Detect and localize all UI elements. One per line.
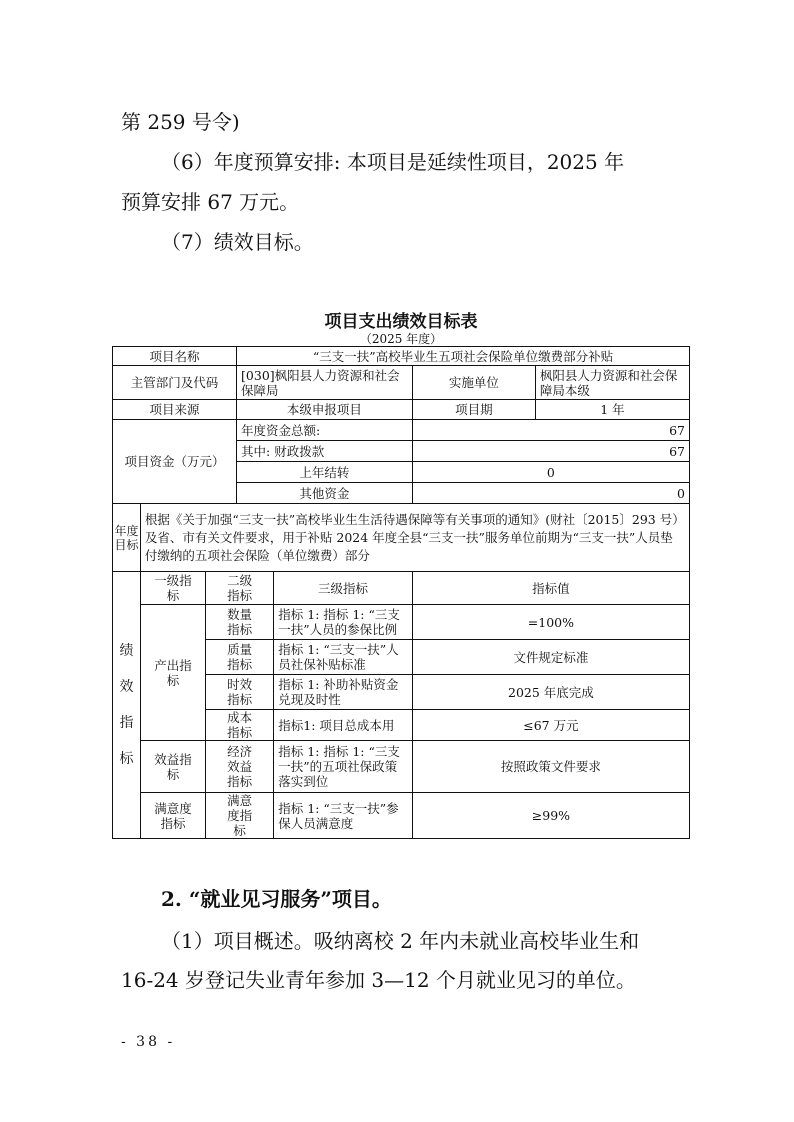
section-heading: 2. “就业见习服务”项目。 xyxy=(161,887,392,911)
level3-indicator: 指标 1: 指标 1: “三支一扶”的五项社保政策落实到位 xyxy=(274,741,413,793)
fund-row-value: 67 xyxy=(412,441,689,462)
paragraph-line: 第 259 号令) xyxy=(121,110,240,134)
annual-goal-text: 根据《关于加强“三支一扶”高校毕业生生活待遇保障等有关事项的通知》(财社〔2015〕293 号）及省、市有关文件要求，用于补贴 2024 年度全县“三支一扶”服务单位前期为“三支一扶”人员垫付缴纳的五项社会保险（单位缴费）部分 xyxy=(140,504,689,572)
indicator-value: ≤67 万元 xyxy=(412,710,689,741)
perf-indicator-label: 绩效指标 xyxy=(113,572,141,839)
fund-row-label: 其中: 财政拨款 xyxy=(237,441,413,462)
source-label: 项目来源 xyxy=(113,400,237,420)
fund-row-label: 年度资金总额: xyxy=(237,420,413,441)
page-number: - 38 - xyxy=(121,1034,176,1050)
fund-row-value: 0 xyxy=(412,483,689,504)
paragraph-line: （7）绩效目标。 xyxy=(161,230,314,254)
table-subtitle: （2025 年度） xyxy=(359,332,443,346)
header-level2: 二级指标 xyxy=(206,572,274,605)
level3-indicator: 指标1: 项目总成本用 xyxy=(274,710,413,741)
level2-indicator: 成本指标 xyxy=(206,710,274,741)
fund-row-label: 其他资金 xyxy=(237,483,413,504)
paragraph-line: 预算安排 67 万元。 xyxy=(121,190,300,214)
header-level3: 三级指标 xyxy=(274,572,413,605)
header-level1: 一级指标 xyxy=(140,572,205,605)
funds-label: 项目资金（万元） xyxy=(113,420,237,504)
annual-goal-label: 年度目标 xyxy=(113,504,141,572)
fund-row-label: 上年结转 xyxy=(237,462,413,483)
level2-indicator: 经济效益指标 xyxy=(206,741,274,793)
impl-unit-value: 枫阳县人力资源和社会保障局本级 xyxy=(535,366,689,400)
level2-indicator: 质量指标 xyxy=(206,640,274,675)
dept-label: 主管部门及代码 xyxy=(113,366,237,400)
source-value: 本级申报项目 xyxy=(237,400,413,420)
impl-unit-label: 实施单位 xyxy=(412,366,535,400)
project-name-label: 项目名称 xyxy=(113,347,237,366)
level2-indicator: 满意度指标 xyxy=(206,793,274,839)
header-value: 指标值 xyxy=(412,572,689,605)
level2-indicator: 数量指标 xyxy=(206,605,274,640)
output-indicator-label: 产出指标 xyxy=(140,605,205,741)
level2-indicator: 时效指标 xyxy=(206,675,274,710)
level3-indicator: 指标 1: 补助补贴资金兑现及时性 xyxy=(274,675,413,710)
satisfaction-indicator-label: 满意度指标 xyxy=(140,793,205,839)
level3-indicator: 指标 1: “三支一扶”参保人员满意度 xyxy=(274,793,413,839)
indicator-value: =100% xyxy=(412,605,689,640)
dept-value: [030]枫阳县人力资源和社会保障局 xyxy=(237,366,413,400)
period-label: 项目期 xyxy=(412,400,535,420)
paragraph-line: （6）年度预算安排: 本项目是延续性项目，2025 年 xyxy=(161,150,625,174)
benefit-indicator-label: 效益指标 xyxy=(140,741,205,793)
indicator-value: ≥99% xyxy=(412,793,689,839)
indicator-value: 文件规定标准 xyxy=(412,640,689,675)
fund-row-value: 0 xyxy=(412,462,689,483)
paragraph-line: （1）项目概述。吸纳离校 2 年内未就业高校毕业生和 xyxy=(161,929,640,953)
project-name-value: “三支一扶”高校毕业生五项社会保险单位缴费部分补贴 xyxy=(237,347,690,366)
performance-target-table xyxy=(112,346,690,839)
level3-indicator: 指标 1: 指标 1: “三支一扶”人员的参保比例 xyxy=(274,605,413,640)
level3-indicator: 指标 1: “三支一扶”人员社保补贴标准 xyxy=(274,640,413,675)
indicator-value: 2025 年底完成 xyxy=(412,675,689,710)
table-title: 项目支出绩效目标表 xyxy=(324,312,478,332)
period-value: 1 年 xyxy=(535,400,689,420)
indicator-value: 按照政策文件要求 xyxy=(412,741,689,793)
fund-row-value: 67 xyxy=(412,420,689,441)
paragraph-line: 16-24 岁登记失业青年参加 3—12 个月就业见习的单位。 xyxy=(121,968,636,992)
